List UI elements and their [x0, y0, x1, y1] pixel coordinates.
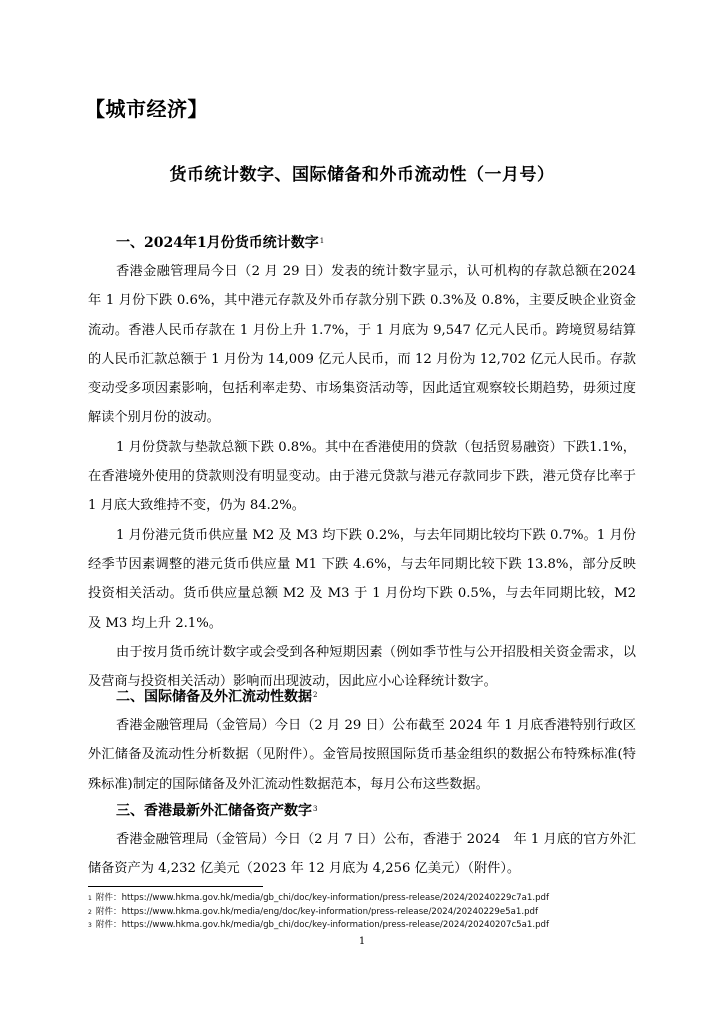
paragraph: 1 月份港元货币供应量 M2 及 M3 均下跌 0.2%，与去年同期比较均下跌 0.7%。1 月份经季节因素调整的港元货币供应量 M1 下跌 4.6%，与去年同期比较下跌 13.8%，部分反映投资相关活动。货币供应量总额 M2 及 M3 于 1 月份均下跌 0.5%，与去年同期比较，M2 及 M3 均上升 2.1%。 — [88, 527, 636, 631]
section-heading: 二、国际储备及外汇流动性数据$^2$ — [116, 689, 318, 705]
section-monetary-statistics — [88, 229, 636, 696]
section-heading: 三、香港最新外汇储备资产数字$^3$ — [116, 803, 318, 819]
footnote-ref: 2 — [313, 691, 318, 699]
footnote-link[interactable]: 附件：https://www.hkma.gov.hk/media/gb_chi/doc/key-information/press-release/2024/20240207c5a1.pdf — [95, 920, 550, 930]
footnote-ref: 3 — [313, 805, 318, 813]
section-international-reserves — [88, 683, 636, 799]
footnotes — [88, 892, 648, 933]
footnote-link[interactable]: 附件：https://www.hkma.gov.hk/media/eng/doc/key-information/press-release/2024/20240229e5a1.pdf — [95, 906, 539, 917]
paragraph: 香港金融管理局（金管局）今日（2 月 7 日）公布，香港于 2024 年 1 月底的官方外汇储备资产为 4,232 亿美元（2023 年 12 月底为 4,256 亿美元）（附件）。 — [88, 832, 636, 877]
paragraph: 1 月份贷款与垫款总额下跌 0.8%。其中在香港使用的贷款（包括贸易融资）下跌1.1%，在香港境外使用的贷款则没有明显变动。由于港元贷款与港元存款同步下跌，港元贷存比率于 1 月底大致维持不变，仍为 84.2%。 — [88, 439, 636, 514]
paragraph: 香港金融管理局（金管局）今日（2 月 29 日）公布截至 2024 年 1 月底香港特别行政区外汇储备及流动性分析数据（见附件）。金管局按照国际货币基金组织的数据公布特殊标准(特殊标准)制定的国际储备及外汇流动性数据范本，每月公布这些数据。 — [88, 718, 636, 792]
page-number: 1 — [358, 936, 366, 947]
footnote-item: $^1$ 附件：https://www.hkma.gov.hk/media/gb_chi/doc/key-information/press-release/2024/20240229c7a1.pdf — [88, 893, 550, 903]
footnote-item: $^2$ 附件：https://www.hkma.gov.hk/media/eng/doc/key-information/press-release/2024/20240229e5a1.pdf — [88, 906, 539, 917]
paragraph: 香港金融管理局今日（2 月 29 日）发表的统计数字显示，认可机构的存款总额在2024 年 1 月份下跌 0.6%，其中港元存款及外币存款分别下跌 0.3%及 0.8%，主要反映企业资金流动。香港人民币存款在 1 月份上升 1.7%，于 1 月底为 9,547 亿元人民币。跨境贸易结算的人民币汇款总额于 1 月份为 14,009 亿元人民币，而 12 月份为 12,702 亿元人民币。存款变动受多项因素影响，包括利率走势、市场集资活动等，因此适宜观察较长期趋势，毋须过度解读个别月份的波动。 — [88, 264, 636, 426]
section-foreign-currency-reserves — [88, 797, 636, 884]
footnote-item: $^3$ 附件：https://www.hkma.gov.hk/media/gb_chi/doc/key-information/press-release/2024/20240207c5a1.pdf — [88, 920, 550, 930]
section-tag: 【城市经济】 — [85, 97, 208, 121]
paragraph: 由于按月货币统计数字或会受到各种短期因素（例如季节性与公开招股相关资金需求，以及营商与投资相关活动）影响而出现波动，因此应小心诠释统计数字。 — [88, 644, 636, 690]
footnote-link[interactable]: 附件：https://www.hkma.gov.hk/media/gb_chi/doc/key-information/press-release/2024/20240229c7a1.pdf — [95, 893, 550, 903]
page-title: 货币统计数字、国际储备和外币流动性（一月号） — [169, 165, 555, 185]
section-heading: 一、2024年1月份货币统计数字$^1$ — [116, 235, 325, 251]
footnote-divider — [88, 886, 263, 887]
footnote-ref: 1 — [319, 237, 325, 245]
